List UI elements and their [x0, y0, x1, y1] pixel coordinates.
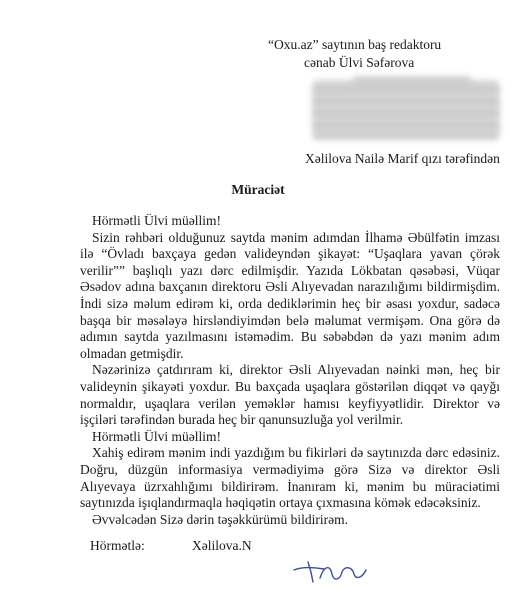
letter-body	[80, 213, 500, 528]
handwritten-signature	[290, 556, 370, 586]
paragraph-3: Xahiş edirəm mənim indi yazdığım bu fikirləri də saytınızda dərc edəsiniz. Doğru, düzgün informasiya vermədiyimə görə Sizə və direktor Əsli Alıyevaya üzrxahlığımı bildirirəm. İnanıram ki, mənim bu müraciətimi saytınızda işıqlandırmaqla həqiqətin ortaya çıxmasına kömək edəcəksiniz.	[80, 445, 500, 511]
salutation-2: Hörmətli Ülvi müəllim!	[92, 428, 221, 444]
letter-title: Müraciət	[231, 182, 285, 197]
addressee-line-1: “Oxu.az” saytının baş redaktoru	[268, 37, 442, 52]
signer-name: Xəlilova.N	[192, 538, 252, 553]
closing-line: Əvvəlcədən Sizə dərin təşəkkürümü bildirirəm.	[92, 511, 349, 527]
signature-row	[90, 538, 252, 554]
addressee-block	[268, 36, 508, 72]
redacted-area	[312, 80, 500, 140]
paragraph-1: Sizin rəhbəri olduğunuz saytda mənim adımdan İlhamə Əbülfətin imzası ilə “Övladı baxçaya gedən valideyndən şikayət: “Uşaqlara yavan çörək verilir”” başlıqlı yazı dərc edilmişdir. Yazıda Lökbatan qəsəbəsi, Vüqar Əsədov adına baxçanın direktoru Əsli Alıyevadan narazılığımı bildirmişdim. İndi sizə məlum edirəm ki, orda dediklərimin heç bir əsası yoxdur, sadəcə başqa bir məsələyə hirsləndiyimdən belə məlumat vermişəm. Ona görə də adımın saytda yazılmasını istəmədim. Bu səbəbdən də yazı mənim adım olmadan getmişdir.	[80, 229, 500, 361]
salutation: Hörmətli Ülvi müəllim!	[92, 213, 221, 228]
regards-label: Hörmətlə:	[90, 538, 145, 553]
paragraph-2: Nəzərinizə çatdırıram ki, direktor Əsli Alıyevadan nəinki mən, heç bir valideynin şikayəti yoxdur. Bu baxçada uşaqlara göstərilən diqqət və qayğı normaldır, uşaqlara verilən yeməklər hamısı keyfiyyətlidir. Direktor və işçiləri tərəfindən burada heç bir qanunsuzluğa yol verilmir.	[80, 362, 500, 428]
sender-line: Xəlilova Nailə Marif qızı tərəfindən	[305, 151, 500, 166]
addressee-line-2: cənab Ülvi Səfərova	[304, 55, 415, 70]
